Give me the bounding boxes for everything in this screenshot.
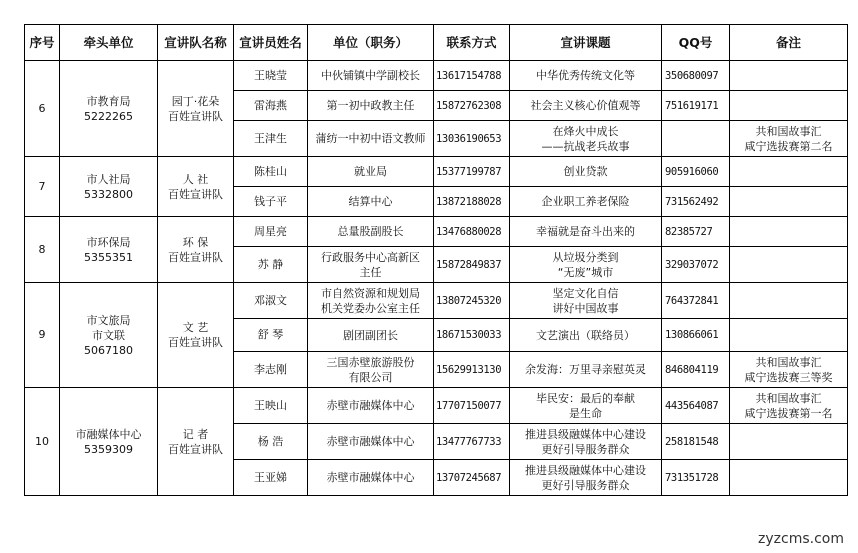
position-cell [308,217,434,247]
qq-cell: 905916060 [662,157,730,187]
lecturer-name-cell: 邓淑文 [234,283,308,319]
topic-cell [510,460,662,496]
topic-cell [510,424,662,460]
qq-cell: 731351728 [662,460,730,496]
topic-cell-line: 推进县级融媒体中心建设 [525,427,646,441]
position-cell-line: 就业局 [354,165,387,178]
position-cell-line: 市自然资源和规划局 [321,286,420,300]
position-cell [308,283,434,319]
position-cell-line: 第一初中政教主任 [326,99,415,112]
lead-unit-cell [60,283,158,388]
lead-unit-cell-line: 5355351 [84,250,133,264]
phone-cell: 15629913130 [434,352,510,388]
position-cell [308,121,434,157]
position-cell-line: 三国赤壁旅游股份 [326,355,415,369]
seq-cell: 7 [25,157,60,217]
table-row [25,61,848,91]
lecturer-name-cell: 苏 静 [234,247,308,283]
qq-cell: 443564087 [662,388,730,424]
topic-cell-line: 文艺演出（联络员） [536,328,635,342]
team-name-cell [158,61,234,157]
note-cell-line: 共和国故事汇 [755,124,822,138]
lead-unit-cell-line: 市文旅局 [86,313,131,327]
note-cell-line: 咸宁选拔赛第二名 [744,139,833,153]
topic-cell-line: 讲好中国故事 [552,301,619,315]
header-note: 备注 [730,25,848,61]
lead-unit-cell [60,61,158,157]
topic-cell [510,247,662,283]
topic-cell-line: 幸福就是奋斗出来的 [536,225,635,238]
position-cell-line: 有限公司 [348,370,393,384]
seq-cell: 10 [25,388,60,496]
topic-cell-line: 毕民安：最后的奉献 [536,391,635,405]
position-cell [308,91,434,121]
note-cell [730,157,848,187]
table-body [25,61,848,496]
topic-cell-line: 中华优秀传统文化等 [536,69,635,82]
phone-cell: 18671530033 [434,319,510,352]
position-cell [308,319,434,352]
position-cell-line: 主任 [359,265,382,279]
note-cell-line: 共和国故事汇 [755,391,822,405]
qq-cell: 329037072 [662,247,730,283]
team-name-cell-line: 百姓宣讲队 [168,187,223,201]
header-row [25,25,848,61]
note-cell [730,187,848,217]
phone-cell: 15872762308 [434,91,510,121]
header-topic: 宣讲课题 [510,25,662,61]
lead-unit-cell-line: 5067180 [84,343,133,357]
topic-cell-line: 更好引导服务群众 [541,442,630,456]
qq-cell: 350680097 [662,61,730,91]
lead-unit-cell [60,388,158,496]
lead-unit-cell-line: 市文联 [92,328,125,342]
header-lead-unit: 牵头单位 [60,25,158,61]
topic-cell [510,91,662,121]
position-cell-line: 结算中心 [348,195,393,208]
topic-cell-line: 坚定文化自信 [552,286,619,300]
topic-cell-line: 是生命 [569,406,602,420]
lecturer-name-cell: 王亚娣 [234,460,308,496]
position-cell-line: 机关党委办公室主任 [321,301,420,315]
topic-cell-line: 社会主义核心价值观等 [530,99,641,112]
lead-unit-cell [60,217,158,283]
team-name-cell [158,388,234,496]
team-name-cell-line: 百姓宣讲队 [168,336,223,349]
qq-cell: 764372841 [662,283,730,319]
phone-cell: 13807245320 [434,283,510,319]
lecturer-name-cell: 钱子平 [234,187,308,217]
team-name-cell [158,157,234,217]
topic-cell-line: 创业贷款 [563,165,608,178]
phone-cell: 13872188028 [434,187,510,217]
position-cell-line: 总量股副股长 [337,225,404,238]
phone-cell: 15377199787 [434,157,510,187]
lecturer-name-cell: 李志刚 [234,352,308,388]
position-cell-line: 行政服务中心高新区 [321,250,420,264]
qq-cell [662,121,730,157]
lead-unit-cell-line: 市环保局 [86,235,131,249]
lecturer-name-cell: 杨 浩 [234,424,308,460]
watermark: zyzcms.com [758,531,844,547]
phone-cell: 13036190653 [434,121,510,157]
position-cell-line: 赤壁市融媒体中心 [326,435,415,448]
seq-cell: 9 [25,283,60,388]
lecturer-name-cell: 雷海燕 [234,91,308,121]
note-cell [730,91,848,121]
note-cell [730,424,848,460]
table-row [25,157,848,187]
position-cell-line: 赤壁市融媒体中心 [326,399,415,412]
note-cell [730,247,848,283]
seq-cell: 8 [25,217,60,283]
qq-cell: 751619171 [662,91,730,121]
lead-unit-cell-line: 5332800 [84,187,133,201]
topic-cell [510,187,662,217]
team-name-cell-line: 百姓宣讲队 [168,250,223,264]
note-cell [730,121,848,157]
team-name-cell-line: 园丁·花朵 [171,94,220,108]
topic-cell-line: 企业职工养老保险 [541,195,630,208]
position-cell-line: 中伙铺镇中学副校长 [321,69,420,82]
lead-unit-cell-line: 市人社局 [86,172,131,186]
header-position: 单位（职务） [308,25,434,61]
qq-cell: 731562492 [662,187,730,217]
position-cell-line: 剧团副团长 [343,328,398,342]
lecturer-name-cell: 王映山 [234,388,308,424]
team-name-cell-line: 环 保 [182,235,209,249]
team-name-cell-line: 百姓宣讲队 [168,109,223,123]
position-cell [308,61,434,91]
position-cell [308,187,434,217]
lecturer-name-cell: 王晓莹 [234,61,308,91]
topic-cell-line: 在烽火中成长 [552,124,619,138]
position-cell-line: 赤壁市融媒体中心 [326,471,415,484]
position-cell-line: 蒲纺一中初中语文教师 [315,132,426,145]
note-cell [730,61,848,91]
topic-cell-line: 推进县级融媒体中心建设 [525,463,646,477]
note-cell [730,352,848,388]
note-cell [730,217,848,247]
phone-cell: 13707245687 [434,460,510,496]
qq-cell: 82385727 [662,217,730,247]
seq-cell: 6 [25,61,60,157]
position-cell [308,247,434,283]
position-cell [308,424,434,460]
topic-cell-line: “无废”城市 [557,265,614,279]
phone-cell: 15872849837 [434,247,510,283]
topic-cell [510,121,662,157]
phone-cell: 13617154788 [434,61,510,91]
lead-unit-cell [60,157,158,217]
qq-cell: 846804119 [662,352,730,388]
lead-unit-cell-line: 市融媒体中心 [75,427,142,441]
phone-cell: 13477767733 [434,424,510,460]
team-name-cell [158,283,234,388]
team-name-cell [158,217,234,283]
topic-cell [510,319,662,352]
table-row [25,388,848,424]
topic-cell [510,157,662,187]
note-cell-line: 咸宁选拔赛三等奖 [744,370,833,384]
note-cell-line: 咸宁选拔赛第一名 [744,406,833,420]
topic-cell-line: 从垃圾分类到 [552,250,619,264]
lead-unit-cell-line: 5359309 [84,442,133,456]
topic-cell-line: ——抗战老兵故事 [541,139,630,153]
topic-cell-line: 更好引导服务群众 [541,478,630,492]
qq-cell: 130866061 [662,319,730,352]
table-row [25,283,848,319]
team-name-cell-line: 文 艺 [182,321,209,334]
topic-cell [510,388,662,424]
position-cell [308,460,434,496]
header-contact: 联系方式 [434,25,510,61]
table-row [25,217,848,247]
position-cell [308,157,434,187]
lecturer-name-cell: 舒 琴 [234,319,308,352]
lead-unit-cell-line: 市教育局 [86,94,131,108]
header-seq: 序号 [25,25,60,61]
team-name-cell-line: 人 社 [182,172,209,186]
topic-cell [510,61,662,91]
header-qq: QQ号 [662,25,730,61]
phone-cell: 13476880028 [434,217,510,247]
header-lecturer-name: 宣讲员姓名 [234,25,308,61]
note-cell [730,460,848,496]
lead-unit-cell-line: 5222265 [84,109,133,123]
position-cell [308,388,434,424]
note-cell [730,319,848,352]
team-name-cell-line: 记 者 [182,427,209,441]
lecturer-name-cell: 周星亮 [234,217,308,247]
note-cell [730,388,848,424]
lecturer-name-cell: 陈桂山 [234,157,308,187]
topic-cell [510,283,662,319]
team-name-cell-line: 百姓宣讲队 [168,442,223,456]
note-cell-line: 共和国故事汇 [755,355,822,369]
qq-cell: 258181548 [662,424,730,460]
topic-cell [510,352,662,388]
note-cell [730,283,848,319]
topic-cell [510,217,662,247]
lecturer-table [24,24,848,496]
lecturer-name-cell: 王津生 [234,121,308,157]
position-cell [308,352,434,388]
header-team-name: 宣讲队名称 [158,25,234,61]
topic-cell-line: 余发海：万里寻亲慰英灵 [525,363,646,376]
phone-cell: 17707150077 [434,388,510,424]
